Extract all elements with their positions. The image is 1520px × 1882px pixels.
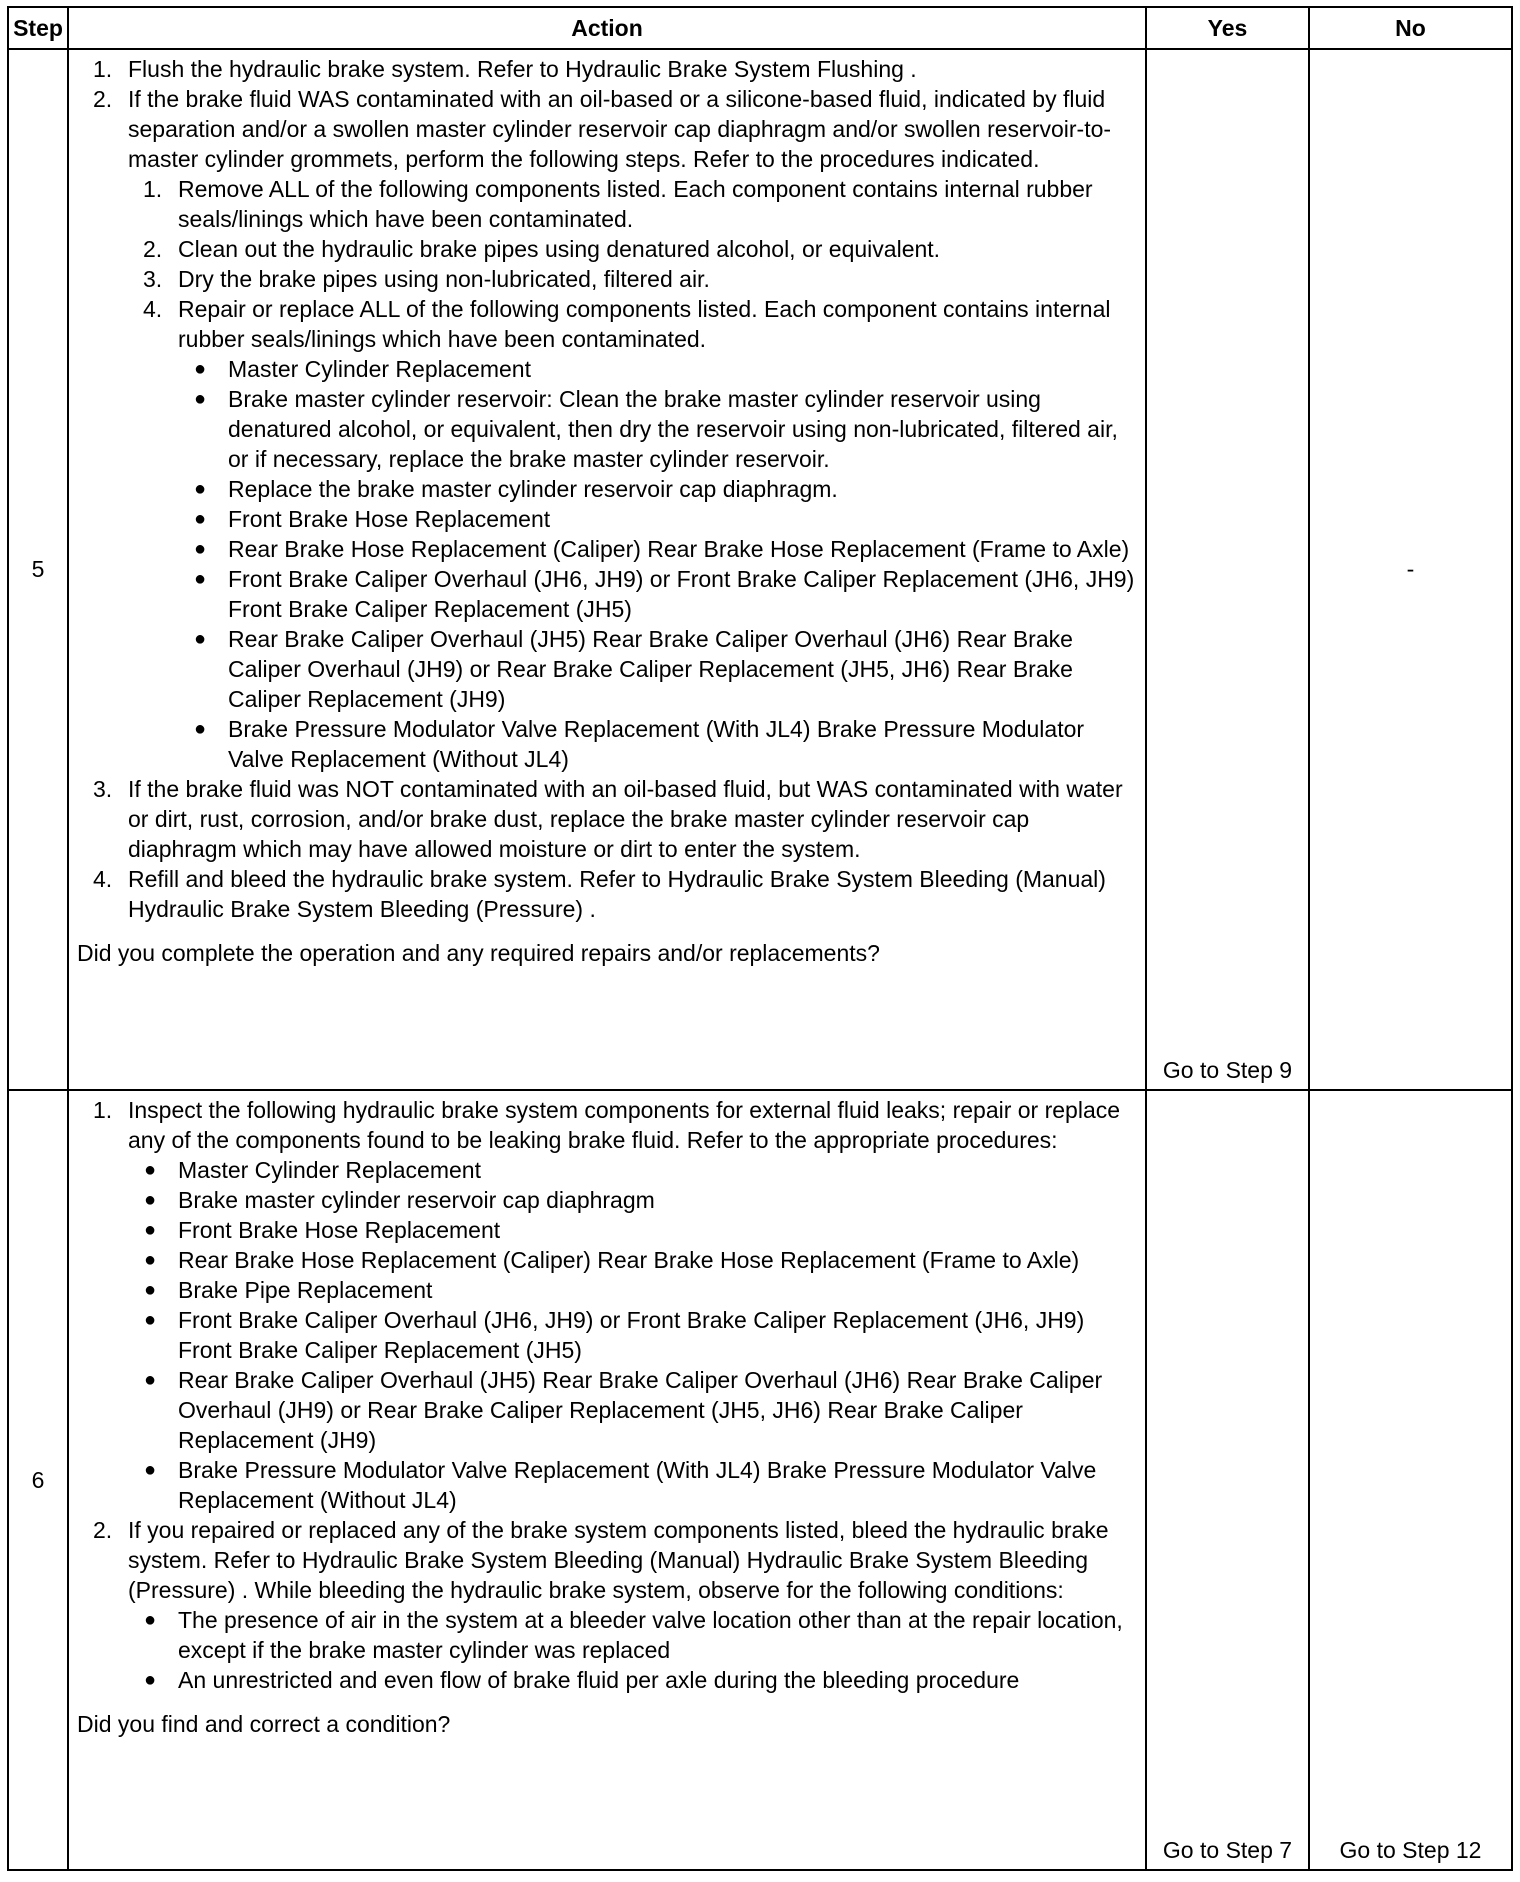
bullet-item: ● Rear Brake Caliper Overhaul (JH5) Rear Brake Caliper Overhaul (JH6) Rear Brake Caliper Overhaul (JH9) or Rear Brake Caliper Replacement (JH5, JH6) Rear Brake Caliper Replacement (JH9) (178, 624, 1137, 714)
header-step: Step (8, 7, 68, 49)
step-number: 5 (8, 49, 68, 1090)
list-item: 1. Flush the hydraulic brake system. Refer to Hydraulic Brake System Flushing . (77, 54, 1137, 84)
header-row (8, 7, 1512, 49)
bullet-list (128, 1155, 1137, 1515)
step-number: 6 (8, 1090, 68, 1870)
list-item: 4. Refill and bleed the hydraulic brake system. Refer to Hydraulic Brake System Bleeding (Manual) Hydraulic Brake System Bleeding (Pressure) . (77, 864, 1137, 924)
bullet-item: ● The presence of air in the system at a bleeder valve location other than at the repair location, except if the brake master cylinder was replaced (128, 1605, 1137, 1665)
bullet-item: ● Front Brake Hose Replacement (128, 1215, 1137, 1245)
bullet-item: ● Brake master cylinder reservoir cap diaphragm (128, 1185, 1137, 1215)
list-item (77, 1095, 1137, 1515)
action-list (77, 1095, 1137, 1695)
action-cell (68, 49, 1146, 1090)
header-action: Action (68, 7, 1146, 49)
list-item-text: Inspect the following hydraulic brake system components for external fluid leaks; repair or replace any of the components found to be leaking brake fluid. Refer to the appropriate procedures: (128, 1097, 1121, 1153)
bullet-item: ● Rear Brake Caliper Overhaul (JH5) Rear Brake Caliper Overhaul (JH6) Rear Brake Caliper Overhaul (JH9) or Rear Brake Caliper Replacement (JH5, JH6) Rear Brake Caliper Replacement (JH9) (128, 1365, 1137, 1455)
bullet-item: ● Rear Brake Hose Replacement (Caliper) Rear Brake Hose Replacement (Frame to Axle) (178, 534, 1137, 564)
bullet-item: ● An unrestricted and even flow of brake fluid per axle during the bleeding procedure (128, 1665, 1137, 1695)
bullet-item: ● Brake master cylinder reservoir: Clean the brake master cylinder reservoir using denatured alcohol, or equivalent, then dry the reservoir using non-lubricated, filtered air, or if necessary, replace the brake master cylinder reservoir. (178, 384, 1137, 474)
bullet-item: ● Master Cylinder Replacement (128, 1155, 1137, 1185)
question-text: Did you complete the operation and any required repairs and/or replacements? (77, 940, 880, 966)
bullet-item: ● Front Brake Hose Replacement (178, 504, 1137, 534)
yes-outcome: Go to Step 7 (1146, 1090, 1309, 1870)
diagnostic-table (7, 6, 1513, 1871)
list-item: 3. If the brake fluid was NOT contaminated with an oil-based fluid, but WAS contaminated with water or dirt, rust, corrosion, and/or brake dust, replace the brake master cylinder reservoir cap diaphragm which may have allowed moisture or dirt to enter the system. (77, 774, 1137, 864)
table-row (8, 49, 1512, 1090)
bullet-list (178, 354, 1137, 774)
bullet-item: ● Master Cylinder Replacement (178, 354, 1137, 384)
bullet-item: ● Brake Pipe Replacement (128, 1275, 1137, 1305)
bullet-item: ● Brake Pressure Modulator Valve Replacement (With JL4) Brake Pressure Modulator Valve Replacement (Without JL4) (178, 714, 1137, 774)
header-no: No (1309, 7, 1512, 49)
bullet-list (128, 1605, 1137, 1695)
list-item (77, 84, 1137, 774)
sub-list-item: 2. Clean out the hydraulic brake pipes using denatured alcohol, or equivalent. (128, 234, 1137, 264)
sub-list-item-text: Repair or replace ALL of the following components listed. Each component contains internal rubber seals/linings which have been contaminated. (178, 296, 1111, 352)
list-item-text: If the brake fluid WAS contaminated with an oil-based or a silicone-based fluid, indicated by fluid separation and/or a swollen master cylinder reservoir cap diaphragm and/or swollen reservoir-to-master cylinder grommets, perform the following steps. Refer to the procedures indicated. (128, 86, 1112, 172)
yes-outcome: Go to Step 9 (1146, 49, 1309, 1090)
question-text: Did you find and correct a condition? (77, 1711, 451, 1737)
sub-list-item: 3. Dry the brake pipes using non-lubricated, filtered air. (128, 264, 1137, 294)
sub-list-item: 1. Remove ALL of the following components listed. Each component contains internal rubber seals/linings which have been contaminated. (128, 174, 1137, 234)
bullet-item: ● Replace the brake master cylinder reservoir cap diaphragm. (178, 474, 1137, 504)
bullet-item: ● Front Brake Caliper Overhaul (JH6, JH9) or Front Brake Caliper Replacement (JH6, JH9) Front Brake Caliper Replacement (JH5) (178, 564, 1137, 624)
list-item-text: If you repaired or replaced any of the brake system components listed, bleed the hydraulic brake system. Refer to Hydraulic Brake System Bleeding (Manual) Hydraulic Brake System Bleeding (Pressure) . While bleeding the hydraulic brake system, observe for the following conditions: (128, 1517, 1109, 1603)
table-row (8, 1090, 1512, 1870)
action-list (77, 54, 1137, 924)
bullet-item: ● Brake Pressure Modulator Valve Replacement (With JL4) Brake Pressure Modulator Valve Replacement (Without JL4) (128, 1455, 1137, 1515)
bullet-item: ● Front Brake Caliper Overhaul (JH6, JH9) or Front Brake Caliper Replacement (JH6, JH9) Front Brake Caliper Replacement (JH5) (128, 1305, 1137, 1365)
no-outcome: - (1309, 49, 1512, 1090)
header-yes: Yes (1146, 7, 1309, 49)
bullet-item: ● Rear Brake Hose Replacement (Caliper) Rear Brake Hose Replacement (Frame to Axle) (128, 1245, 1137, 1275)
list-item (77, 1515, 1137, 1695)
sub-list (128, 174, 1137, 774)
action-cell (68, 1090, 1146, 1870)
no-outcome: Go to Step 12 (1309, 1090, 1512, 1870)
sub-list-item (128, 294, 1137, 774)
